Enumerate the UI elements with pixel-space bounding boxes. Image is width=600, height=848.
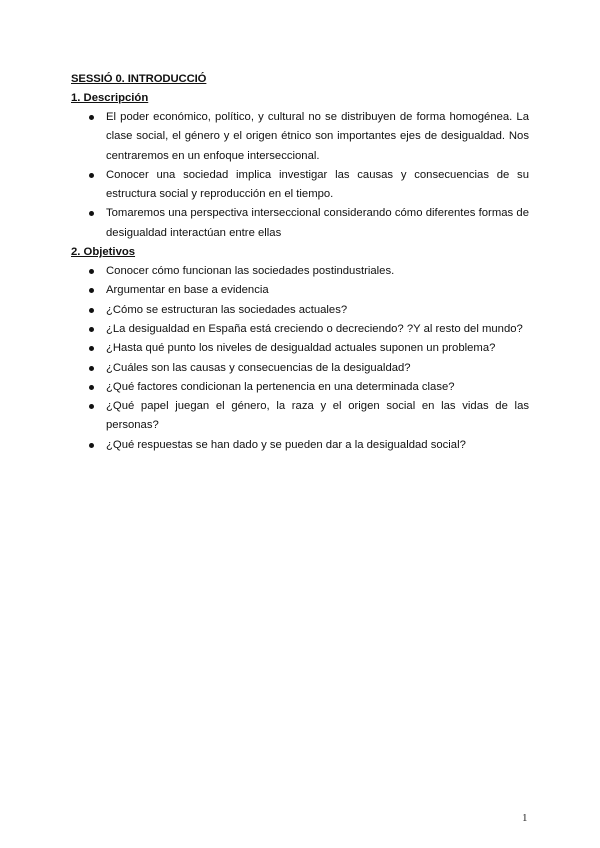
document-title: SESSIÓ 0. INTRODUCCIÓ xyxy=(71,73,207,85)
list-item: Conocer cómo funcionan las sociedades postindustriales. xyxy=(71,262,529,281)
list-item: ¿La desigualdad en España está creciendo o decreciendo? ?Y al resto del mundo? xyxy=(71,320,529,339)
list-item: Argumentar en base a evidencia xyxy=(71,281,529,300)
descripcion-list xyxy=(71,108,529,243)
section-heading-descripcion: 1. Descripción xyxy=(71,92,149,104)
page-content xyxy=(71,70,529,455)
list-item: ¿Qué factores condicionan la pertenencia en una determinada clase? xyxy=(71,378,529,397)
list-item: ¿Qué papel juegan el género, la raza y el origen social en las vidas de las personas? xyxy=(71,397,529,436)
list-item: ¿Qué respuestas se han dado y se pueden dar a la desigualdad social? xyxy=(71,436,529,455)
list-item: Tomaremos una perspectiva interseccional considerando cómo diferentes formas de desigualdad interactúan entre ellas xyxy=(71,204,529,243)
section-heading-objetivos: 2. Objetivos xyxy=(71,246,136,259)
objetivos-list xyxy=(71,262,529,455)
list-item: ¿Cómo se estructuran las sociedades actuales? xyxy=(71,301,529,320)
list-item: Conocer una sociedad implica investigar las causas y consecuencias de su estructura social y reproducción en el tiempo. xyxy=(71,166,529,205)
list-item: El poder económico, político, y cultural no se distribuyen de forma homogénea. La clase social, el género y el origen étnico son importantes ejes de desigualdad. Nos centraremos en un enfoque interseccional. xyxy=(71,108,529,166)
page-number: 1 xyxy=(522,812,528,824)
list-item: ¿Cuáles son las causas y consecuencias de la desigualdad? xyxy=(71,359,529,378)
list-item: ¿Hasta qué punto los niveles de desigualdad actuales suponen un problema? xyxy=(71,339,529,358)
